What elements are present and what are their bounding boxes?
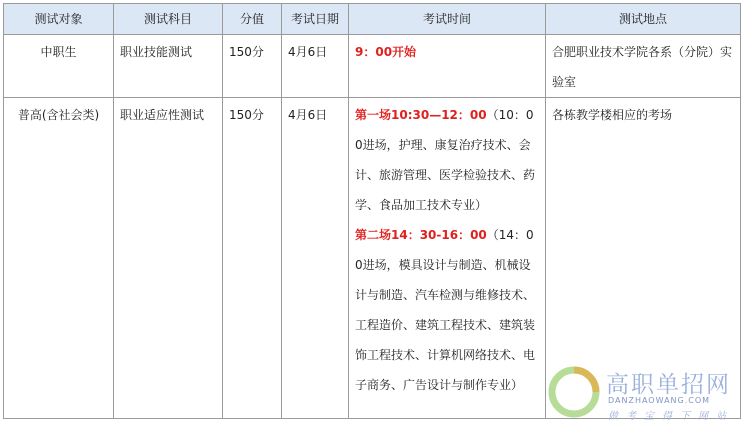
- cell-location: 合肥职业技术学院各系（分院）实验室: [546, 35, 741, 98]
- watermark-subtitle: DANZHAOWANG.COM: [608, 396, 711, 405]
- cell-time: [349, 98, 546, 419]
- header-score: 分值: [223, 4, 282, 35]
- session2-details: （14：00进场，模具设计与制造、机械设计与制造、汽车检测与维修技术、工程造价、建筑工程技术、建筑装饰工程技术、计算机网络技术、电子商务、广告设计与制作专业）: [355, 228, 536, 392]
- time-start-highlight: 9：00开始: [355, 45, 417, 59]
- watermark-slogan: 做考宝得下网站: [608, 411, 734, 422]
- cell-score: 150分: [223, 98, 282, 419]
- cell-date: 4月6日: [282, 35, 349, 98]
- cell-time: [349, 35, 546, 98]
- cell-target: 中职生: [4, 35, 114, 98]
- cell-score: 150分: [223, 35, 282, 98]
- session1-details: （10：00进场，护理、康复治疗技术、会计、旅游管理、医学检验技术、药学、食品加工技术专业）: [355, 108, 536, 212]
- header-test-location: 测试地点: [546, 4, 741, 35]
- table-row: [4, 35, 741, 98]
- header-test-target: 测试对象: [4, 4, 114, 35]
- cell-target: 普高(含社会类): [4, 98, 114, 419]
- header-exam-date: 考试日期: [282, 4, 349, 35]
- session2-highlight: 第二场14：30-16：00: [355, 228, 487, 242]
- cell-location: 各栋教学楼相应的考场: [546, 98, 741, 419]
- table-header-row: [4, 4, 741, 35]
- watermark-title: 高职单招网: [606, 372, 731, 398]
- table-row: [4, 98, 741, 419]
- header-test-subject: 测试科目: [114, 4, 223, 35]
- cell-subject: 职业适应性测试: [114, 98, 223, 419]
- cell-date: 4月6日: [282, 98, 349, 419]
- session1-highlight: 第一场10:30—12：00: [355, 108, 487, 122]
- header-exam-time: 考试时间: [349, 4, 546, 35]
- exam-schedule-table: [3, 3, 741, 419]
- cell-subject: 职业技能测试: [114, 35, 223, 98]
